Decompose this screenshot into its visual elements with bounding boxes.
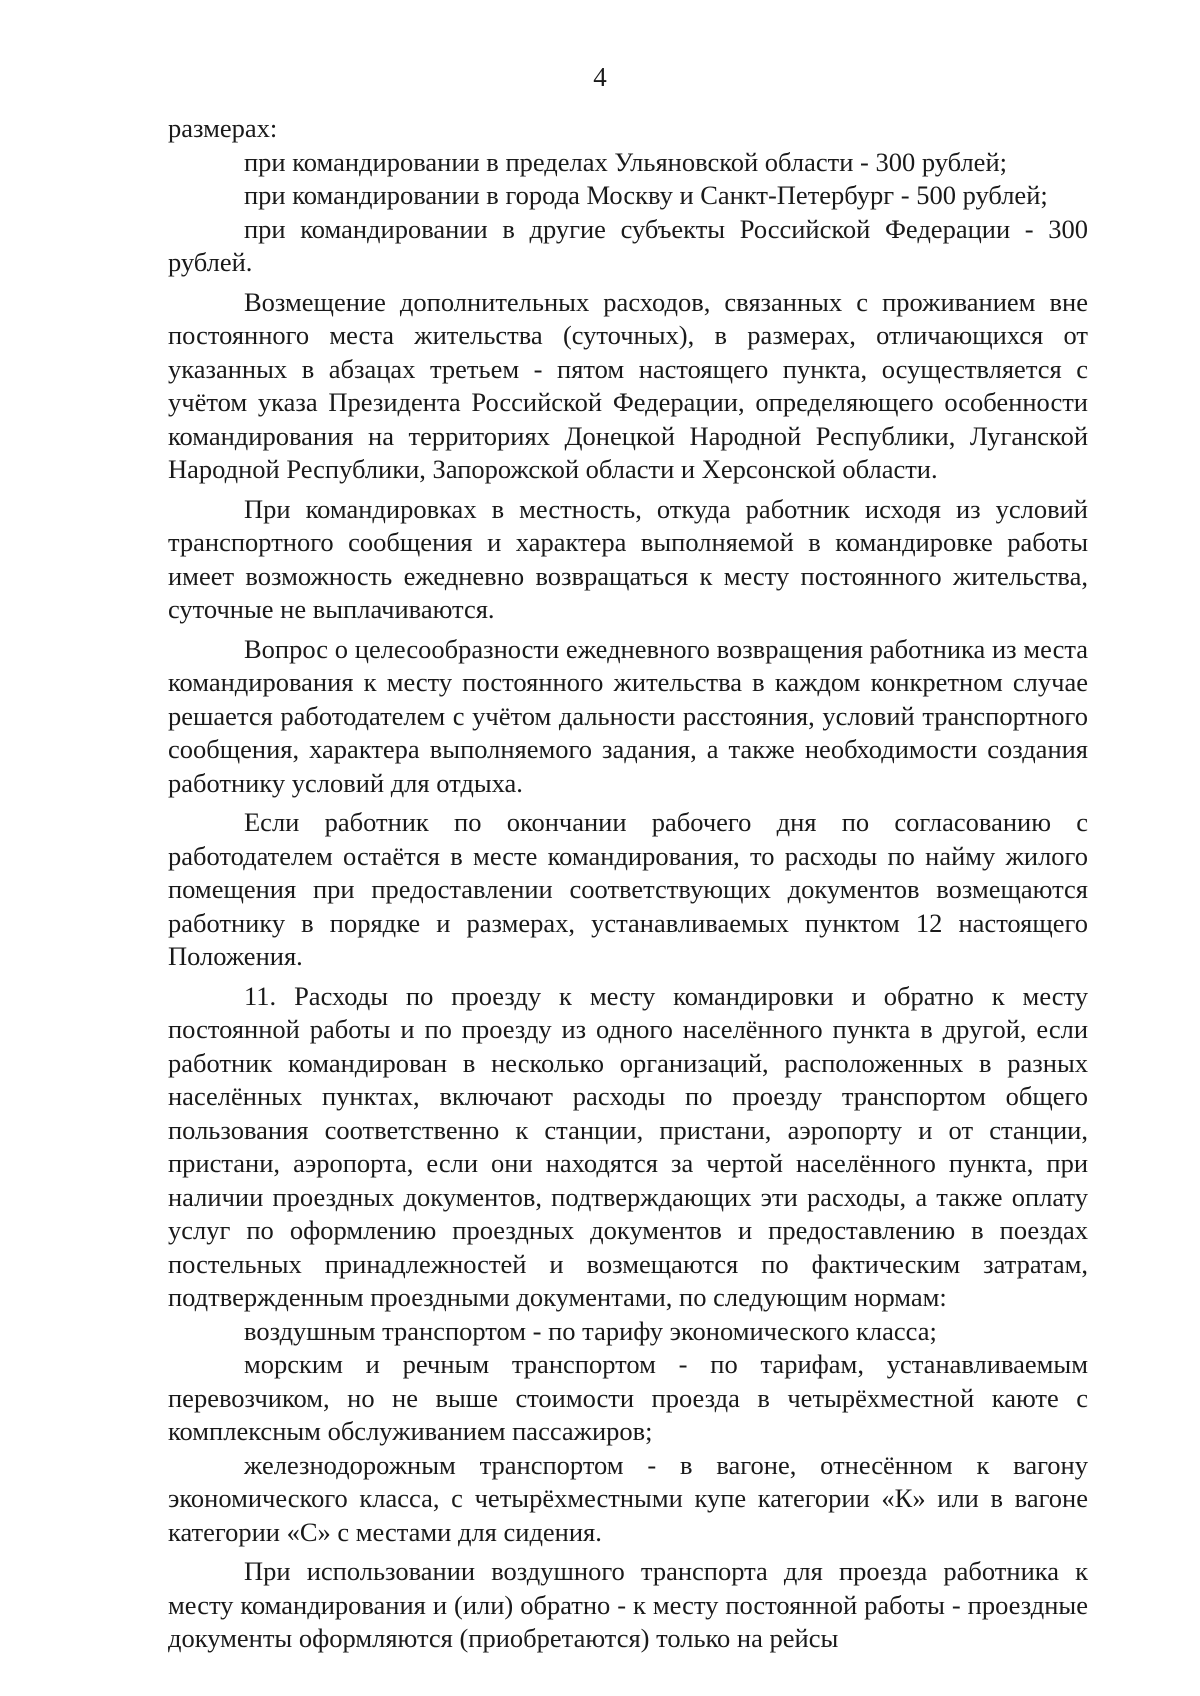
paragraph: морским и речным транспортом - по тарифам, устанавливаемым перевозчиком, но не выше стоимости проезда в четырёхместной каюте с комплексным обслуживанием пассажиров; xyxy=(168,1349,1088,1446)
paragraph: воздушным транспортом - по тарифу экономического класса; xyxy=(244,1315,937,1346)
paragraph: при командировании в города Москву и Санкт-Петербург - 500 рублей; xyxy=(244,180,1048,210)
paragraph: Вопрос о целесообразности ежедневного возвращения работника из места командирования к месту постоянного жительства в каждом конкретном случае решается работодателем с учётом дальности расстояния, условий транспортного сообщения, характера выполняемого задания, а также необходимости создания работнику условий для отдыха. xyxy=(168,633,1088,798)
paragraph: размерах: xyxy=(168,113,278,143)
paragraph: 11. Расходы по проезду к месту командировки и обратно к месту постоянной работы и по проезду из одного населённого пункта в другой, если работник командирован в несколько организаций, расположенных в разных населённых пунктах, включают расходы по проезду транспортом общего пользования соответственно к станции, пристани, аэропорту и от станции, пристани, аэропорта, если они находятся за чертой населённого пункта, при наличии проездных документов, подтверждающих эти расходы, а также оплату услуг по оформлению проездных документов и предоставлению в поездах постельных принадлежностей и возмещаются по фактическим затратам, подтвержденным проездными документами, по следующим нормам: xyxy=(168,980,1088,1312)
paragraph: железнодорожным транспортом - в вагоне, отнесённом к вагону экономического класса, с четырёхместными купе категории «К» или в вагоне категории «С» с местами для сидения. xyxy=(168,1449,1088,1547)
paragraph: Возмещение дополнительных расходов, связанных с проживанием вне постоянного места жительства (суточных), в размерах, отличающихся от указанных в абзацах третьем - пятом настоящего пункта, осуществляется с учётом указа Президента Российской Федерации, определяющего особенности командирования на территориях Донецкой Народной Республики, Луганской Народной Республики, Запорожской области и Херсонской области. xyxy=(168,286,1088,484)
document-body xyxy=(168,112,1088,1656)
paragraph: При использовании воздушного транспорта для проезда работника к месту командирования и (или) обратно - к месту постоянной работы - проездные документы оформляются (приобретаются) только на рейсы xyxy=(168,1556,1088,1653)
paragraph: Если работник по окончании рабочего дня по согласованию с работодателем остаётся в месте командирования, то расходы по найму жилого помещения при предоставлении соответствующих документов возмещаются работнику в порядке и размерах, устанавливаемых пунктом 12 настоящего Положения. xyxy=(168,807,1088,971)
page-number: 4 xyxy=(593,62,607,92)
paragraph: При командировках в местность, откуда работник исходя из условий транспортного сообщения и характера выполняемой в командировке работы имеет возможность ежедневно возвращаться к месту постоянного жительства, суточные не выплачиваются. xyxy=(168,493,1088,624)
paragraph: при командировании в пределах Ульяновской области - 300 рублей; xyxy=(244,146,1007,177)
paragraph: при командировании в другие субъекты Российской Федерации - 300 рублей. xyxy=(168,213,1088,277)
